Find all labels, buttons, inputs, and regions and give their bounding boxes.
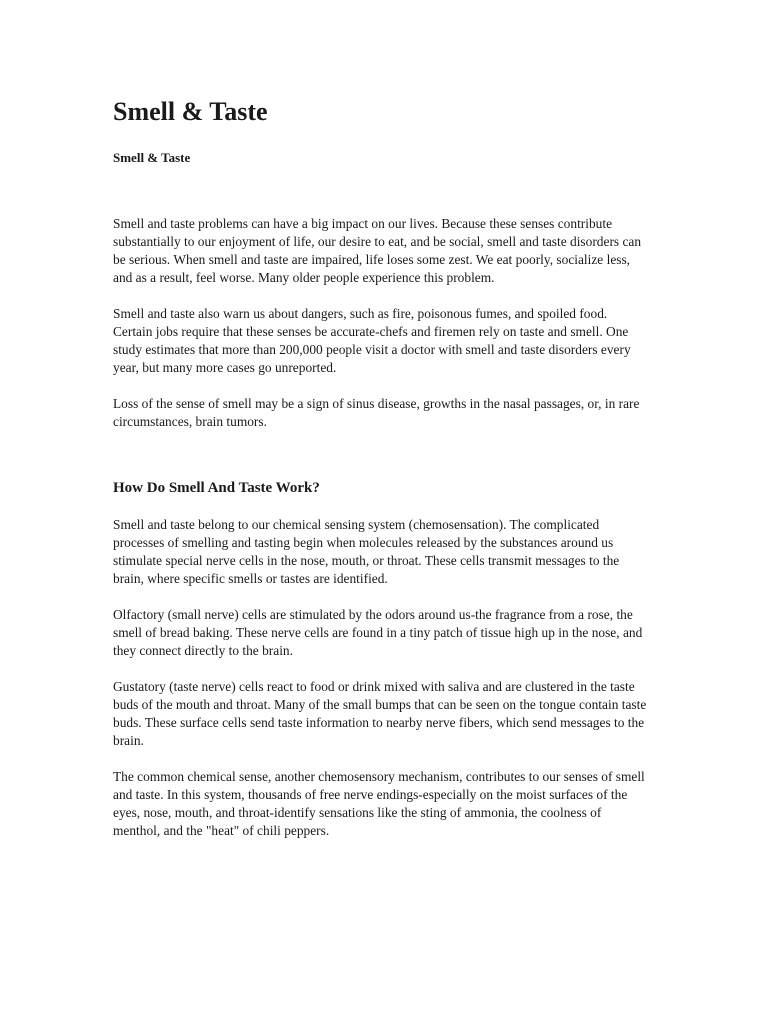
document-page <box>113 95 648 840</box>
section-heading: How Do Smell And Taste Work? <box>113 480 320 496</box>
document-subtitle: Smell & Taste <box>113 150 191 165</box>
intro-paragraph: Smell and taste also warn us about dangers, such as fire, poisonous fumes, and spoiled food. Certain jobs require that these senses be accurate-chefs and firemen rely on taste and smell. One study estimates that more than 200,000 people visit a doctor with smell and taste disorders every year, but many more cases go unreported. <box>113 306 631 375</box>
document-title: Smell & Taste <box>113 97 268 126</box>
intro-paragraph: Loss of the sense of smell may be a sign of sinus disease, growths in the nasal passages, or, in rare circumstances, brain tumors. <box>113 396 640 429</box>
section-paragraph: Olfactory (small nerve) cells are stimulated by the odors around us-the fragrance from a rose, the smell of bread baking. These nerve cells are found in a tiny patch of tissue high up in the nose, and they connect directly to the brain. <box>113 607 643 658</box>
section-paragraph: Smell and taste belong to our chemical sensing system (chemosensation). The complicated processes of smelling and tasting begin when molecules released by the substances around us stimulate special nerve cells in the nose, mouth, or throat. These cells transmit messages to the brain, where specific smells or tastes are identified. <box>113 517 620 586</box>
section-paragraph: The common chemical sense, another chemosensory mechanism, contributes to our senses of smell and taste. In this system, thousands of free nerve endings-especially on the moist surfaces of the eyes, nose, mouth, and throat-identify sensations like the sting of ammonia, the coolness of menthol, and the "heat" of chili peppers. <box>113 769 645 838</box>
intro-paragraph: Smell and taste problems can have a big impact on our lives. Because these senses contribute substantially to our enjoyment of life, our desire to eat, and be social, smell and taste disorders can be serious. When smell and taste are impaired, life loses some zest. We eat poorly, socialize less, and as a result, feel worse. Many older people experience this problem. <box>113 216 642 285</box>
section-paragraph: Gustatory (taste nerve) cells react to food or drink mixed with saliva and are clustered in the taste buds of the mouth and throat. Many of the small bumps that can be seen on the tongue contain taste buds. These surface cells send taste information to nearby nerve fibers, which send messages to the brain. <box>113 679 647 748</box>
